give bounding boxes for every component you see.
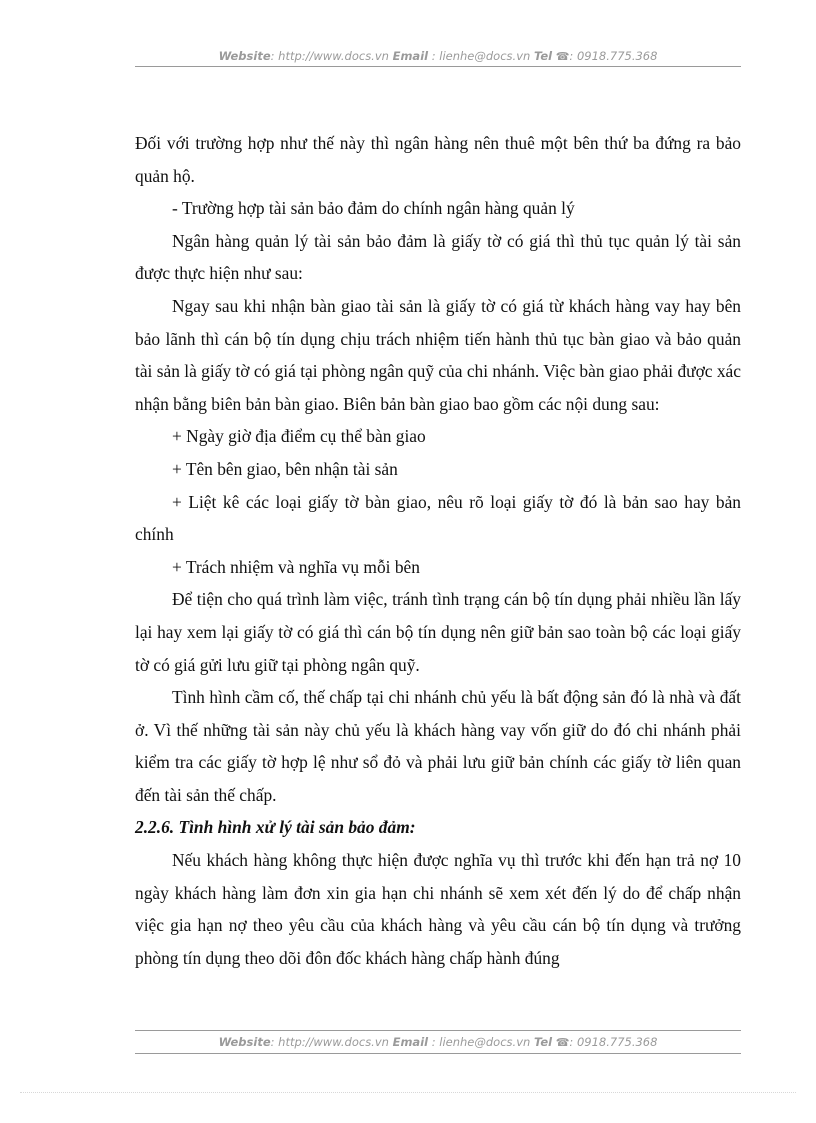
paragraph: Đối với trường hợp như thế này thì ngân hàng nên thuê một bên thứ ba đứng ra bảo quản hộ.: [135, 133, 741, 186]
footer-email-label: Email: [392, 1035, 429, 1049]
footer-tel-value: : 0918.775.368: [569, 1035, 658, 1049]
header-tel-value: : 0918.775.368: [569, 49, 658, 63]
page-footer: [135, 1035, 741, 1049]
page-header: [135, 49, 741, 63]
section-heading: 2.2.6. Tình hình xử lý tài sản bảo đảm:: [135, 817, 416, 838]
document-body: [135, 127, 741, 974]
list-item: + Ngày giờ địa điểm cụ thể bàn giao: [172, 426, 426, 447]
page-edge: [20, 1092, 796, 1093]
footer-divider-bottom: [135, 1053, 741, 1054]
header-tel-label: Tel: [533, 49, 553, 63]
header-email-label: Email: [392, 49, 429, 63]
telephone-icon: ☎: [555, 1036, 570, 1049]
header-email-link[interactable]: : lienhe@docs.vn: [431, 49, 531, 63]
footer-divider: [135, 1030, 741, 1031]
paragraph: Tình hình cầm cố, thế chấp tại chi nhánh chủ yếu là bất động sản đó là nhà và đất ở. Vì thế những tài sản này chủ yếu là khách hàng vay vốn giữ do đó chi nhánh phải kiểm tra các giấy tờ hợp lệ như sổ đỏ và phải lưu giữ bản chính các giấy tờ liên quan đến tài sản thế chấp.: [135, 687, 741, 805]
footer-website-link[interactable]: : http://www.docs.vn: [270, 1035, 389, 1049]
paragraph: Ngay sau khi nhận bàn giao tài sản là giấy tờ có giá từ khách hàng vay hay bên bảo lãnh thì cán bộ tín dụng chịu trách nhiệm tiến hành thủ tục bàn giao và bảo quản tài sản là giấy tờ có giá tại phòng ngân quỹ của chi nhánh. Việc bàn giao phải được xác nhận bằng biên bản bàn giao. Biên bản bàn giao bao gồm các nội dung sau:: [135, 295, 741, 414]
paragraph: Ngân hàng quản lý tài sản bảo đảm là giấy tờ có giá thì thủ tục quản lý tài sản được thực hiện như sau:: [135, 230, 741, 284]
list-item: + Liệt kê các loại giấy tờ bàn giao, nêu rõ loại giấy tờ đó là bản sao hay bản chính: [135, 491, 741, 545]
header-website-link[interactable]: : http://www.docs.vn: [270, 49, 389, 63]
telephone-icon: ☎: [555, 50, 570, 63]
paragraph: Nếu khách hàng không thực hiện được nghĩa vụ thì trước khi đến hạn trả nợ 10 ngày khách hàng làm đơn xin gia hạn chi nhánh sẽ xem xét đến lý do để chấp nhận việc gia hạn nợ theo yêu cầu của khách hàng và yêu cầu cán bộ tín dụng và trưởng phòng tín dụng theo dõi đôn đốc khách hàng chấp hành đúng: [135, 850, 741, 968]
footer-tel-label: Tel: [533, 1035, 553, 1049]
list-item: + Trách nhiệm và nghĩa vụ mỗi bên: [172, 556, 420, 577]
paragraph: - Trường hợp tài sản bảo đảm do chính ngân hàng quản lý: [172, 198, 575, 219]
header-website-label: Website: [218, 49, 271, 63]
footer-website-label: Website: [218, 1035, 271, 1049]
list-item: + Tên bên giao, bên nhận tài sản: [172, 458, 398, 479]
header-divider: [135, 66, 741, 67]
paragraph: Để tiện cho quá trình làm việc, tránh tình trạng cán bộ tín dụng phải nhiều lần lấy lại hay xem lại giấy tờ có giá thì cán bộ tín dụng nên giữ bản sao toàn bộ các loại giấy tờ có giá gửi lưu giữ tại phòng ngân quỹ.: [135, 589, 741, 675]
footer-email-link[interactable]: : lienhe@docs.vn: [431, 1035, 531, 1049]
